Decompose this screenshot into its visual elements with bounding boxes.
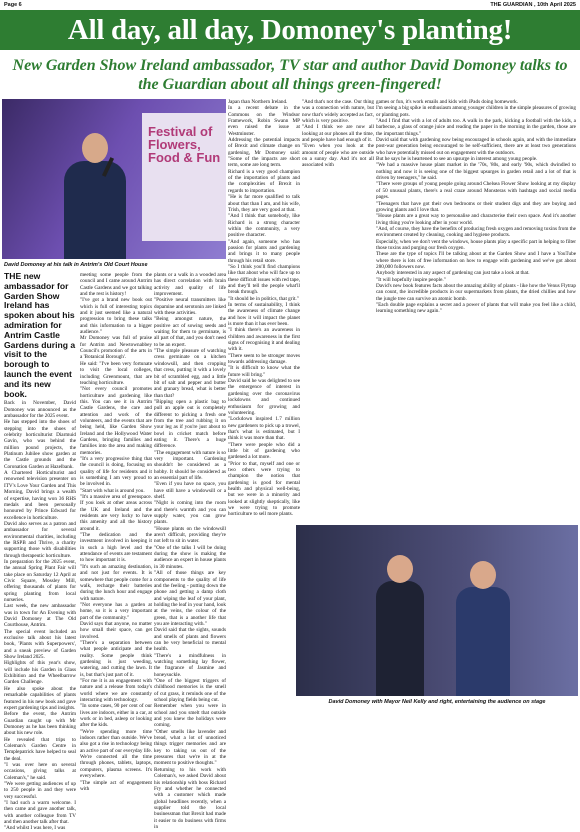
- paragraph: meeting some people from the council and I came around Antrim Castle Gardens and we got talking and the rest is history!: [80, 272, 152, 298]
- paragraph: "It will hopefully inspire people.": [376, 276, 446, 283]
- paragraph: "And I think we are now all looking at our phones all the time, and people have had enough of it.: [302, 124, 374, 144]
- paragraph: Mr Domoney was full of praise for Antrim and Newtownabbey Council's promotion of the arts in a 'Botanical Borough'.: [80, 335, 152, 361]
- paragraph: "Not every council promotes horticulture and gardening like this. You can see it in Antrim Castle Gardens, the care and attention and work of the volunteers, and the events that are being held, like Garden Show Ireland and the Hollywood Water Gardens, bringing families and families into the area and making memories.: [80, 386, 152, 456]
- masthead-bar: [0, 0, 580, 10]
- paragraph: "The engagement with nature is so very important. Gardening shouldn't be considered as a hobby. It should be considered as an essential part of life.: [154, 449, 226, 481]
- paragraph: Before the event, the Antrim Guardian caught up with Mr Domoney as he has been thinking about his new role.: [4, 711, 76, 737]
- mayor-body: [376, 581, 424, 696]
- paragraph: "It's such an amazing destination, and not just for events. It is somewhere that people come for a walk, recharge their batteries during the lunch hour and engage with nature.: [80, 563, 152, 602]
- paragraph: Remember when you were in school and you smelt that outside and you knew the holidays were coming.: [154, 703, 226, 729]
- paragraph: "And I think that somebody, like Richard is a strong character within the community, a very positive character.: [228, 213, 300, 239]
- paragraph: "Start with what is around you.: [80, 487, 145, 494]
- paragraph: "And I find that with a lot of adults too. A walk in the park, kicking a football with the kids, a barbecue, a glass of orange juice and reading the paper in the morning in the garden, those are the important things.": [376, 118, 576, 137]
- paragraph: "In some cases, 90 per cent of our lives are indoors, either in a car, at work or in bed, asleep or looking after the kids.: [80, 703, 152, 729]
- paragraph: "Even when you look at the amount of people who are outside on a sunny day. And it's not all associated with: [302, 143, 374, 169]
- paragraph: "House plants are a great way to personalise and characterise their own space. And it's another living thing you're looking after in your world.: [376, 213, 576, 226]
- david-body: [456, 587, 510, 696]
- page-number: Page 6: [4, 2, 22, 8]
- paragraph: "Prior to that, myself and one or two others were trying to champion the notion that gardening is good for mental health and physical well-being, but we were in a minority and looked at slightly skeptically, like we were trying to promote horticulture to sell more plants.: [228, 460, 300, 518]
- paragraph: Richard is a very good champion of the importation of plants and the complexities of Brexit in regards to importation.: [228, 168, 300, 194]
- paragraph: He said: "I've been very fortunate to visit the local colleges, including Greenmount, that are teaching horticulture.: [80, 360, 152, 386]
- paragraph: "The simple pleasure of watching cress germinate on a kitchen windowsill, and then cropping that cress, putting it with a lovely bit of scrambled egg, and a little bit of salt and pepper and butter and granary bread, what is better than that?: [154, 348, 226, 399]
- article-column-5: [302, 99, 374, 519]
- paragraph: "House plants on the windowsill aren't difficult, providing they're not left to sit in water.: [154, 525, 226, 545]
- paragraph: Highlights of this year's show, will include his Garden in Glass Exhibition and the Wheelbarrow Garden Challenge.: [4, 660, 76, 686]
- paragraph: "Teenagers that have got their own bedrooms or their student digs and they are buying and growing plants and I love that.: [376, 200, 576, 213]
- article-column-3: [154, 272, 226, 830]
- article-column-6: [376, 99, 576, 519]
- paragraph: "Not everyone has a garden at home, so it is a very important part of the community.": [80, 601, 152, 621]
- paragraph: "Other smells like lavender and bread, what a lot of unnoticed things trigger memories and are key to taking us out of the pressures that we're in at the moment to positive thoughts.": [154, 728, 226, 767]
- photo-caption-main: David Domoney at his talk in Antrim's Old Court House: [4, 262, 148, 268]
- paragraph: "Night is coming into the room and there's warmth and you can supply water, you can grow plants.: [154, 500, 226, 526]
- paragraph: I'm seeing a big spike in enthusiasm among younger children in the simple pleasures of growing or planting pots.: [376, 105, 576, 118]
- paragraph: "Lockdown inspired 1.7 million new gardeners to pick up a trowel, that's what is estimated, but I think it was more than that.: [228, 416, 300, 442]
- paragraph: Especially, when we don't vent the windows, house plants play a specific part in helping to filter those toxins and purging our fresh oxygen.: [376, 238, 576, 251]
- paragraph: David's new book features facts about the amazing ability of plants - like how the Venus Flytrap can count, the incredible products in our supermarkets from plants, the dried chillies and how the jungle tree can survive an atomic bomb.: [376, 282, 576, 302]
- paragraph: Last week, the new ambassador was in town for An Evening with David Domoney at The Old Courthouse, Antrim.: [4, 603, 76, 629]
- paragraph: "I had such a warm welcome. I then came and gave another talk, with another colleague from TV and then another talk after that.: [4, 800, 76, 826]
- paragraph: "We were getting audiences of up to 250 people in and they were very successful.: [4, 780, 76, 800]
- paragraph: "For me it is an engagement with nature and a release from today's world where we are constantly interacting with technology.: [80, 678, 152, 704]
- paragraph: "It's a very progressive thing that the council is doing, focusing on quality of life for residents and it is something I am very proud to be involved in.: [80, 455, 152, 488]
- paragraph: In a recent debate in the Commons on the Windsor Framework, Robin Swann MP even raised the issue at Westminster.: [228, 105, 300, 137]
- paragraph: "I think there's an awareness in children and awareness in the first signs of recognising it and dealing with it.: [228, 327, 300, 353]
- paragraph: In preparation for the 2025 event, the annual Spring Plant Fair will take place on Saturday 12 April at Civic Square, Mossley Mill, offering thousands of plants for spring planting from local nurseries.: [4, 558, 76, 604]
- paragraph: "Being amongst nature, the positive act of sowing seeds and waiting for them to germinate, is all part of that, and you don't need to be an expert.: [154, 316, 226, 348]
- paragraph: "The dedication and the investment involved in keeping it in such a high level and the attendance of events are testament to how important it is.: [80, 532, 152, 564]
- paragraph: "It is difficult to know what the future will bring.": [228, 365, 300, 378]
- paragraph: "He is far more qualified to talk about that than I am, and his wife, Trish, they are very good at that.: [228, 194, 300, 213]
- paragraph: "So I think you'll find champions like that about who will face up to these difficult issues with red tape, and they'll tell the people what'll break through.: [228, 263, 300, 296]
- mayor-head: [387, 555, 413, 583]
- festival-banner-text: Festival of Flowers, Food & Fun: [148, 124, 221, 165]
- paragraph: David also serves as a patron and ambassador for several environmental charities, including the RSPB and Thrive, a charity supporting those with disabilities through therapeutic horticulture.: [4, 520, 76, 559]
- paragraph: In terms of sustainability, I think the awareness of climate change and how it will impact the planet is more than it has ever been.: [228, 302, 300, 328]
- article-column-4: [228, 99, 300, 519]
- paragraph: "The simple act of engagement with: [80, 779, 152, 792]
- paragraph: "We're spending more time indoors rather than outside. We've also got a rise in technology being an active part of our everyday life. We're connected all the time through phones, tablets, laptops, computers, plasma screens. It's everywhere.: [80, 728, 152, 780]
- paragraph: "And, of course, they have the benefits of producing fresh oxygen and removing toxins from the environment created by cleaning, cooking and hygiene products.: [376, 225, 576, 239]
- paragraph: He also spoke about the remarkable capabilities of plants featured in his new book and gave expert gardening tips and insights.: [4, 685, 76, 711]
- headline: All day, all day, Domoney's planting!: [67, 14, 513, 46]
- article-lead: THE new ambassador for Garden Show Ireland has spoken about his admiration for Antrim Castle Gardens during a visit to the borough to launch the event and its new book.: [4, 271, 76, 399]
- paragraph: Back in November, David Domoney was announced as the ambassador for the 2025 event.: [4, 400, 76, 420]
- photo-caption-second: David Domoney with Mayor Neil Kelly and right, entertaining the audience on stage: [328, 699, 546, 705]
- paragraph: "There's a mindfulness in watching something lay flower, the fragrance of Jasmine and honeysuckle.: [154, 652, 226, 678]
- paragraph: He revealed that trips to Coleman's Garden Centre in Templepatrick have helped to seal the deal.: [4, 736, 76, 762]
- paragraph: Anybody interested in any aspect of gardening can just take a look at that.: [376, 270, 530, 277]
- article-column-2: [80, 272, 152, 792]
- paragraph: plants or a walk in a wooded area has direct correlation with brain activity and quality of life improvement.: [154, 272, 226, 298]
- standfirst: New Garden Show Ireland ambassador, TV star and author David Domoney talks to the Guardian about all things green-fingered!: [12, 57, 568, 93]
- photo-david-speaking: [2, 99, 226, 259]
- paragraph: "It should be in politics, that grit.": [228, 295, 299, 302]
- paragraph: He has stepped into the shoes of stepping into the shoes of celebrity horticulturist Diarmuid Gavin, who was behind the million pound projects, the Platinum Jubilee show garden at the Castle grounds and the Coronation Garden at Hazelbank.: [4, 419, 76, 470]
- paragraph: "One of the biggest triggers of childhood memories is the smell of cut grass, it reminds one of the school playing fields being cut.: [154, 678, 226, 704]
- paragraph: Returning to his work with Coleman's, we asked David about his relationship with boss Richard Fry and whether he connected with a customer which made global headlines recently, when a supplier told the local businessman that Brexit had made it easier to do business with firms in: [154, 766, 226, 830]
- event-background: [296, 525, 578, 696]
- paragraph: "Positive neural transmitters like dopamine and serotonin are linked with these activities.: [154, 297, 226, 317]
- paragraph: But he says he is heartened to see an upsurge in interest among young people.: [376, 156, 538, 163]
- paragraph: "All of those things are key components to the quality of life and the feeling - putting down the phone and getting a damp cloth and wiping the leaf of your plant, holding the leaf in your hand, look at the veins, the colour of the green, that is a another life that you are interacting with.": [154, 570, 226, 627]
- david-head: [470, 561, 496, 589]
- paragraph: David said he was delighted to see the emergence of interest in gardening over the coronavirus lockdowns and continued enthusiasm for growing and volunteering.: [228, 378, 300, 416]
- headline-band: [0, 10, 580, 50]
- paragraph: "There's a separation between what people anticipate and the reality. Some people think gardening is just weeding, watering, and cutting the lawn. It is, but that's just part of it.: [80, 639, 152, 678]
- paragraph: David says that anyone, no matter how small their space, can get involved.: [80, 620, 152, 640]
- paragraph: Japan than Northern Ireland.: [228, 99, 288, 105]
- paragraph: "And that's not the case. Our thing was a connection with nature, but now that's widely accepted as fact, which is very positive.: [302, 99, 374, 125]
- paragraph: "It's a massive area of greenspace. If you look at other areas across the UK and Ireland and the residents are very lucky to have this amenity and all the history around it.: [80, 494, 152, 532]
- paragraph: "Bipping open a plastic bag to pull an apple out is completely different to picking a fresh one from the tree and rubbing it on your leg as if you're just about to bowl in cricket match before eating it. There's a huge difference.: [154, 398, 226, 450]
- paragraph: "I've got a brand new book out which is full of interesting topics and it just seemed like a natural progression to bring these talks and this information to a bigger audience.": [80, 297, 152, 336]
- paragraph: "I was over here on several occasions, giving talks at Coleman's," he said.: [4, 761, 76, 781]
- speaker-head: [82, 133, 108, 163]
- paragraph: The special event included an exclusive talk about his latest book, 'Plants with Superpowers', and a sneak preview of Garden Show Ireland 2025.: [4, 628, 76, 661]
- paragraph: games or fun, it's work emails and kids with iPads doing homework.: [376, 99, 518, 105]
- photo-david-with-mayor: [296, 525, 578, 696]
- paragraph: "Each double page explains a secret and a power of plants that will make you feel like a child, learning something new again.": [376, 302, 576, 315]
- paragraph: David said that with gardening now being encouraged in schools again, and with the immediate post-war generation being encouraged to be self-sufficient, there are at least two generations who have potentially missed out on engagement with the outdoors.: [376, 137, 576, 156]
- person-david: [456, 561, 510, 696]
- paragraph: David said that the sights, sounds and smells of plants and flowers can be very beneficial to mental health.: [154, 627, 226, 653]
- paragraph: A Chartered Horticulturist and renowned television presenter on ITV's Love Your Garden and This Morning, David brings a wealth of expertise, having won 36 RHS medals and been personally honoured by Prince Edward for excellence in horticulture.: [4, 470, 76, 521]
- paragraph: "There were groups of young people going around Chelsea Flower Show looking at my display of 50 unusual plants, there's a real craze around Monsteras with hashtags and social media pages.: [376, 181, 576, 201]
- paragraph: "And whilst I was here, I was: [4, 825, 66, 832]
- paper-dateline: THE GUARDIAN , 10th April 2025: [490, 2, 576, 8]
- person-mayor: [376, 555, 424, 696]
- speaker-body: [64, 161, 126, 259]
- paragraph: "And again, someone who has passion for plants and gardening and brings it to many people through his retail store.: [228, 238, 300, 264]
- article-column-1: [4, 271, 76, 832]
- paragraph: "There seem to be stronger moves towards addressing damage.: [228, 352, 300, 366]
- paragraph: "Even if you have no space, you have still have a windowsill or a shelf.: [154, 481, 226, 501]
- paragraph: "We had a massive house plant market in the '70s, '80s, and early '90s, which dwindled to nothing and now it is seeing one of the biggest upsurges in garden retail and a lot of that is driven by teenagers," he said.: [376, 162, 576, 182]
- paragraph: These are the type of topics I'll be talking about at the Garden Show and I have a YouTube where there is lots of free information on how to engage with gardening and we've got about 280,000 followers now.: [376, 251, 576, 270]
- paragraph: "One of the talks I will be doing during the show is making the audience an expert in house plants in 30 minutes.: [154, 544, 226, 570]
- paragraph: Addressing the potential impacts of Brexit and climate change on gardening, Mr Domoney said: "Some of the impacts are short term, some are long term.: [228, 137, 300, 169]
- paragraph: "There were people who did a little bit of gardening who gardened a lot more.: [228, 441, 300, 461]
